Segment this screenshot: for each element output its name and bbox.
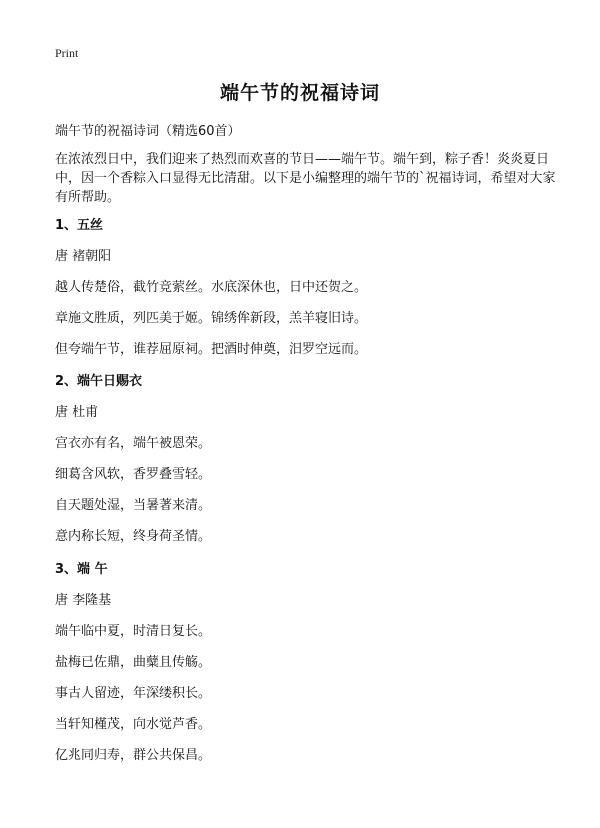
poem-line: 自天题处湿，当暑著来清。 (55, 498, 212, 513)
poem-section-2 (55, 372, 560, 547)
poem-section-3 (55, 560, 560, 766)
poem-heading: 2、端午日赐衣 (55, 374, 143, 389)
poem-line: 章施文胜质，列匹美于姬。锦绣侔新段，羔羊寝旧诗。 (55, 311, 368, 326)
poem-line: 但夸端午节，谁荐屈原祠。把酒时伸奠，汨罗空远而。 (55, 342, 368, 357)
poem-line: 意内称长短，终身荷圣情。 (55, 529, 212, 544)
poem-heading: 3、端 午 (55, 562, 108, 577)
poem-line: 宫衣亦有名，端午被恩荣。 (55, 436, 212, 451)
poem-line: 细葛含风软，香罗叠雪轻。 (55, 467, 212, 482)
poem-author: 唐 褚朝阳 (55, 249, 112, 264)
poem-line: 事古人留迹，年深缕积长。 (55, 686, 212, 701)
poem-author: 唐 杜甫 (55, 405, 99, 420)
intro-paragraph: 在浓浓烈日中，我们迎来了热烈而欢喜的节日——端午节。端午到，粽子香！炎炎夏日中，因一个香粽入口显得无比清甜。以下是小编整理的端午节的`祝福诗词，希望对大家有所帮助。 (55, 152, 556, 205)
poem-author: 唐 李隆基 (55, 593, 112, 608)
page-title: 端午节的祝福诗词 (219, 82, 380, 104)
poem-line: 盐梅已佐鼎，曲糵且传觞。 (55, 655, 212, 670)
print-link[interactable]: Print (55, 46, 79, 60)
poem-heading: 1、五丝 (55, 218, 104, 233)
poem-line: 当轩知槿茂，向水觉芦香。 (55, 717, 212, 732)
poem-line: 亿兆同归寿，群公共保昌。 (55, 748, 212, 763)
article-subtitle: 端午节的祝福诗词（精选60首） (55, 124, 241, 139)
poem-line: 越人传楚俗，截竹竞萦丝。水底深休也，日中还贺之。 (55, 280, 368, 295)
poem-section-1 (55, 216, 560, 360)
poem-line: 端午临中夏，时清日复长。 (55, 624, 212, 639)
